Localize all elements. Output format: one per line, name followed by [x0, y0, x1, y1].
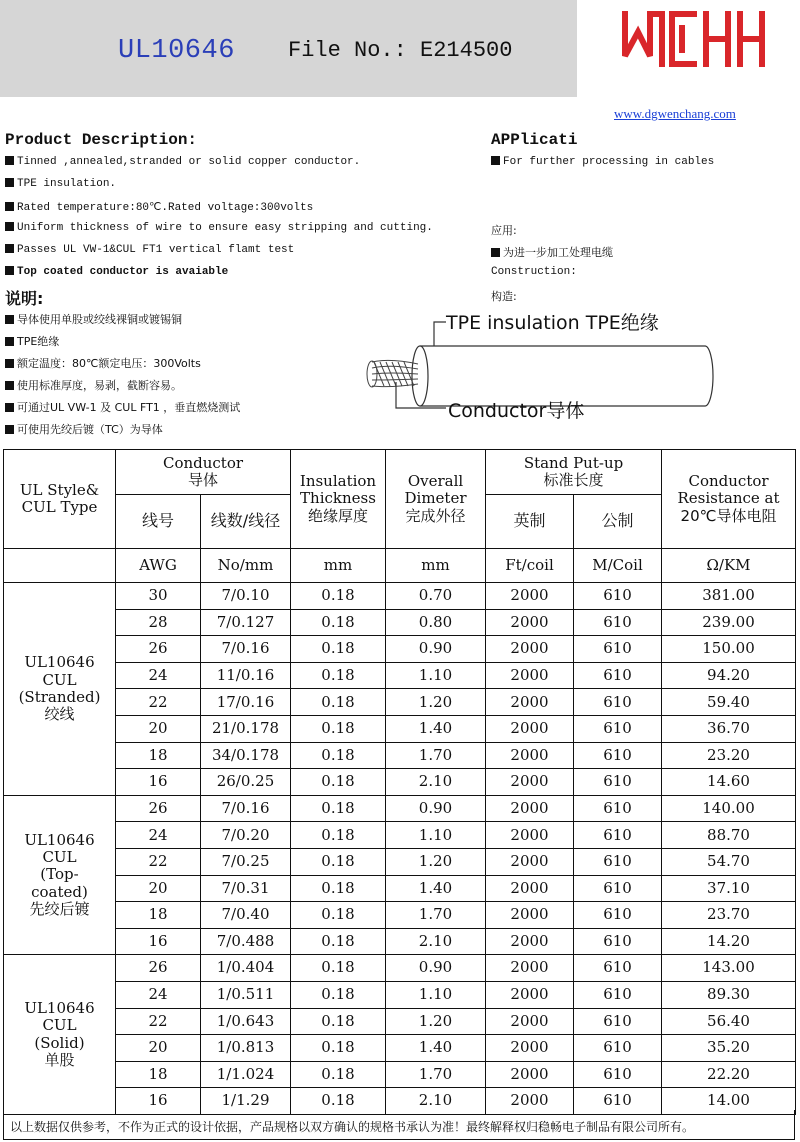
- table-cell: 26: [116, 636, 201, 663]
- table-row: [4, 1061, 796, 1088]
- group-label: [4, 583, 116, 796]
- description-cn-item: TPE绝缘: [5, 333, 59, 349]
- table-cell: 22: [116, 1008, 201, 1035]
- table-cell: 0.80: [386, 609, 486, 636]
- table-cell: 2.10: [386, 928, 486, 955]
- bullet-square-icon: [5, 222, 14, 231]
- group-label-line: UL10646: [24, 999, 95, 1018]
- table-cell: 1/0.643: [201, 1008, 291, 1035]
- table-cell: 610: [574, 1035, 662, 1062]
- col-header-gauge: 线号: [116, 495, 201, 549]
- table-cell: 16: [116, 769, 201, 796]
- bullet-square-icon: [5, 178, 14, 187]
- construction-label: Construction:: [491, 266, 577, 278]
- group-label: [4, 795, 116, 955]
- table-cell: 143.00: [662, 955, 796, 982]
- table-cell: 0.18: [291, 1035, 386, 1062]
- table-cell: 610: [574, 1088, 662, 1115]
- table-cell: 2000: [486, 902, 574, 929]
- table-cell: 1/0.813: [201, 1035, 291, 1062]
- bullet-square-icon: [5, 425, 14, 434]
- table-cell: 610: [574, 981, 662, 1008]
- unit-cell: Ω/KM: [662, 549, 796, 583]
- description-cn-item: 可通过UL VW-1 及 CUL FT1 ，垂直燃烧测试: [5, 399, 240, 415]
- footer-disclaimer: 以上数据仅供参考，不作为正式的设计依据，产品规格以双方确认的规格书承认为准！最终解释权归稳畅电子制品有限公司所有。: [3, 1110, 795, 1140]
- table-cell: 14.20: [662, 928, 796, 955]
- table-cell: 2000: [486, 715, 574, 742]
- table-cell: 7/0.488: [201, 928, 291, 955]
- group-label-line: (Top-: [40, 865, 79, 884]
- table-cell: 0.18: [291, 742, 386, 769]
- application-cn-item: 为进一步加工处理电缆: [491, 244, 613, 260]
- table-row: [4, 689, 796, 716]
- bullet-square-icon: [5, 359, 14, 368]
- table-cell: 0.18: [291, 689, 386, 716]
- table-cell: 36.70: [662, 715, 796, 742]
- bullet-square-icon: [5, 244, 14, 253]
- description-cn-item: 导体使用单股或绞线裸铜或镀锡铜: [5, 311, 182, 327]
- table-cell: 26/0.25: [201, 769, 291, 796]
- table-cell: 1.70: [386, 742, 486, 769]
- table-cell: 610: [574, 609, 662, 636]
- table-cell: 2000: [486, 742, 574, 769]
- table-cell: 59.40: [662, 689, 796, 716]
- table-cell: 0.18: [291, 1061, 386, 1088]
- conductor-label: Conductor导体: [448, 400, 585, 422]
- table-cell: 610: [574, 715, 662, 742]
- bullet-square-icon: [5, 381, 14, 390]
- table-row: [4, 609, 796, 636]
- table-cell: 0.18: [291, 609, 386, 636]
- product-description-title: Product Description:: [5, 131, 198, 149]
- unit-cell: Ft/coil: [486, 549, 574, 583]
- table-cell: 610: [574, 742, 662, 769]
- table-cell: 0.70: [386, 583, 486, 610]
- table-row: [4, 742, 796, 769]
- table-cell: 2000: [486, 689, 574, 716]
- table-cell: 7/0.127: [201, 609, 291, 636]
- product-item: Passes UL VW-1&CUL FT1 vertical flamt test: [5, 244, 294, 256]
- table-cell: 23.20: [662, 742, 796, 769]
- table-cell: 1.10: [386, 981, 486, 1008]
- table-row: [4, 928, 796, 955]
- table-cell: 1.20: [386, 689, 486, 716]
- table-cell: 30: [116, 583, 201, 610]
- bullet-square-icon: [5, 337, 14, 346]
- application-item: For further processing in cables: [491, 156, 714, 168]
- group-label-line: (Solid): [34, 1033, 85, 1052]
- table-cell: 14.00: [662, 1088, 796, 1115]
- description-cn-item: 可使用先绞后镀（TC）为导体: [5, 421, 163, 437]
- group-label: [4, 955, 116, 1115]
- table-cell: 2000: [486, 795, 574, 822]
- bullet-square-icon: [491, 248, 500, 257]
- col-header-conductor: Conductor 导体: [116, 450, 291, 495]
- group-label-line: coated): [31, 882, 88, 901]
- table-cell: 23.70: [662, 902, 796, 929]
- product-item: Uniform thickness of wire to ensure easy stripping and cutting.: [5, 222, 433, 234]
- bullet-square-icon: [5, 315, 14, 324]
- table-cell: 0.18: [291, 795, 386, 822]
- table-cell: 2000: [486, 928, 574, 955]
- spec-table: [3, 449, 796, 1115]
- unit-cell: mm: [291, 549, 386, 583]
- table-cell: 2000: [486, 769, 574, 796]
- construction-cn-label: 构造:: [491, 290, 517, 303]
- table-cell: 88.70: [662, 822, 796, 849]
- table-cell: 89.30: [662, 981, 796, 1008]
- description-cn-item: 额定温度：80℃额定电压：300Volts: [5, 355, 201, 371]
- table-row: [4, 583, 796, 610]
- table-cell: 1.70: [386, 1061, 486, 1088]
- insulation-leader-line: [434, 322, 446, 346]
- unit-cell: mm: [386, 549, 486, 583]
- group-label-line: 单股: [44, 1050, 75, 1069]
- table-cell: 2000: [486, 848, 574, 875]
- table-cell: 0.90: [386, 955, 486, 982]
- col-header-putup: Stand Put-up 标准长度: [486, 450, 662, 495]
- table-cell: 140.00: [662, 795, 796, 822]
- unit-cell: AWG: [116, 549, 201, 583]
- table-cell: 1.20: [386, 1008, 486, 1035]
- table-cell: 17/0.16: [201, 689, 291, 716]
- table-cell: 610: [574, 662, 662, 689]
- group-label-line: CUL: [42, 670, 77, 689]
- model-title: UL10646: [118, 36, 235, 66]
- table-cell: 610: [574, 902, 662, 929]
- table-cell: 0.90: [386, 636, 486, 663]
- table-cell: 18: [116, 1061, 201, 1088]
- table-row: [4, 715, 796, 742]
- table-cell: 0.18: [291, 955, 386, 982]
- table-cell: 16: [116, 1088, 201, 1115]
- table-cell: 610: [574, 1008, 662, 1035]
- bullet-square-icon: [5, 202, 14, 211]
- table-cell: 24: [116, 981, 201, 1008]
- description-cn-title: 说明:: [5, 289, 44, 308]
- table-cell: 24: [116, 822, 201, 849]
- bullet-square-icon: [5, 403, 14, 412]
- table-cell: 239.00: [662, 609, 796, 636]
- insulation-label: TPE insulation TPE绝缘: [446, 312, 659, 334]
- table-cell: 7/0.25: [201, 848, 291, 875]
- table-cell: 26: [116, 955, 201, 982]
- table-cell: 0.18: [291, 848, 386, 875]
- unit-cell: No/mm: [201, 549, 291, 583]
- table-cell: 28: [116, 609, 201, 636]
- table-cell: 2000: [486, 662, 574, 689]
- table-cell: 18: [116, 902, 201, 929]
- col-header-insulation: Insulation Thickness 绝缘厚度: [291, 450, 386, 549]
- table-cell: 1.70: [386, 902, 486, 929]
- bullet-square-icon: [5, 266, 14, 275]
- units-blank: [4, 549, 116, 583]
- product-item: Tinned ,annealed,stranded or solid copper conductor.: [5, 156, 360, 168]
- table-row: [4, 1008, 796, 1035]
- table-cell: 7/0.40: [201, 902, 291, 929]
- table-cell: 1.10: [386, 662, 486, 689]
- table-cell: 34/0.178: [201, 742, 291, 769]
- bullet-square-icon: [5, 156, 14, 165]
- file-number: File No.: E214500: [288, 38, 513, 63]
- table-cell: 2000: [486, 1008, 574, 1035]
- website-link[interactable]: www.dgwenchang.com: [614, 106, 736, 121]
- table-cell: 2000: [486, 1035, 574, 1062]
- table-row: [4, 1035, 796, 1062]
- group-label-line: (Stranded): [18, 687, 101, 706]
- table-cell: 7/0.16: [201, 636, 291, 663]
- table-cell: 2.10: [386, 1088, 486, 1115]
- table-cell: 1.40: [386, 875, 486, 902]
- table-cell: 381.00: [662, 583, 796, 610]
- table-cell: 22: [116, 689, 201, 716]
- col-header-ft: 英制: [486, 495, 574, 549]
- table-cell: 610: [574, 1061, 662, 1088]
- table-cell: 7/0.16: [201, 795, 291, 822]
- table-cell: 2000: [486, 981, 574, 1008]
- table-cell: 0.18: [291, 662, 386, 689]
- col-header-od: Overall Dimeter 完成外径: [386, 450, 486, 549]
- group-label-line: 先绞后镀: [29, 899, 90, 918]
- table-row: [4, 822, 796, 849]
- table-cell: 0.18: [291, 902, 386, 929]
- table-cell: 0.18: [291, 636, 386, 663]
- table-cell: 35.20: [662, 1035, 796, 1062]
- description-cn-item: 使用标准厚度，易剥，截断容易。: [5, 377, 182, 393]
- table-cell: 150.00: [662, 636, 796, 663]
- table-cell: 20: [116, 1035, 201, 1062]
- table-row: [4, 795, 796, 822]
- table-cell: 2000: [486, 636, 574, 663]
- table-cell: 1/0.404: [201, 955, 291, 982]
- table-row: [4, 981, 796, 1008]
- group-label-line: UL10646: [24, 830, 95, 849]
- table-cell: 56.40: [662, 1008, 796, 1035]
- table-cell: 2000: [486, 955, 574, 982]
- table-cell: 2.10: [386, 769, 486, 796]
- table-cell: 0.90: [386, 795, 486, 822]
- table-cell: 1.40: [386, 715, 486, 742]
- table-cell: 7/0.31: [201, 875, 291, 902]
- table-cell: 0.18: [291, 715, 386, 742]
- table-cell: 2000: [486, 1061, 574, 1088]
- table-cell: 0.18: [291, 1088, 386, 1115]
- table-cell: 2000: [486, 1088, 574, 1115]
- product-item: TPE insulation.: [5, 178, 116, 190]
- product-item: Top coated conductor is avaiable: [5, 266, 228, 278]
- col-header-resistance: Conductor Resistance at 20℃导体电阻: [662, 450, 796, 549]
- table-cell: 11/0.16: [201, 662, 291, 689]
- bullet-square-icon: [491, 156, 500, 165]
- table-cell: 610: [574, 928, 662, 955]
- table-cell: 21/0.178: [201, 715, 291, 742]
- table-cell: 18: [116, 742, 201, 769]
- table-cell: 610: [574, 822, 662, 849]
- table-row: [4, 769, 796, 796]
- col-header-style: UL Style& CUL Type: [4, 450, 116, 549]
- group-label-line: UL10646: [24, 653, 95, 672]
- table-cell: 1.40: [386, 1035, 486, 1062]
- table-cell: 26: [116, 795, 201, 822]
- table-cell: 2000: [486, 875, 574, 902]
- group-label-line: 绞线: [44, 705, 75, 724]
- application-cn-title: 应用:: [491, 224, 517, 237]
- table-cell: 610: [574, 875, 662, 902]
- col-header-m: 公制: [574, 495, 662, 549]
- table-cell: 7/0.10: [201, 583, 291, 610]
- table-cell: 22.20: [662, 1061, 796, 1088]
- table-cell: 0.18: [291, 822, 386, 849]
- table-cell: 1.10: [386, 822, 486, 849]
- table-cell: 1/1.024: [201, 1061, 291, 1088]
- unit-cell: M/Coil: [574, 549, 662, 583]
- table-row: [4, 902, 796, 929]
- table-cell: 0.18: [291, 769, 386, 796]
- table-cell: 7/0.20: [201, 822, 291, 849]
- table-row: [4, 955, 796, 982]
- table-cell: 610: [574, 795, 662, 822]
- table-cell: 20: [116, 715, 201, 742]
- table-cell: 610: [574, 955, 662, 982]
- table-cell: 0.18: [291, 875, 386, 902]
- table-cell: 20: [116, 875, 201, 902]
- table-row: [4, 848, 796, 875]
- table-cell: 1/0.511: [201, 981, 291, 1008]
- table-cell: 610: [574, 583, 662, 610]
- conductor-strands-icon: [367, 360, 418, 387]
- table-cell: 610: [574, 769, 662, 796]
- product-item: Rated temperature:80℃.Rated voltage:300volts: [5, 200, 313, 214]
- table-cell: 0.18: [291, 981, 386, 1008]
- table-row: [4, 662, 796, 689]
- application-title: APPlicati: [491, 131, 578, 149]
- table-cell: 2000: [486, 609, 574, 636]
- table-cell: 1/1.29: [201, 1088, 291, 1115]
- table-cell: 2000: [486, 583, 574, 610]
- table-cell: 37.10: [662, 875, 796, 902]
- table-cell: 610: [574, 848, 662, 875]
- table-cell: 610: [574, 636, 662, 663]
- table-cell: 14.60: [662, 769, 796, 796]
- table-cell: 1.20: [386, 848, 486, 875]
- table-cell: 0.18: [291, 1008, 386, 1035]
- table-cell: 22: [116, 848, 201, 875]
- table-row: [4, 875, 796, 902]
- table-cell: 610: [574, 689, 662, 716]
- table-cell: 54.70: [662, 848, 796, 875]
- group-label-line: CUL: [42, 848, 77, 867]
- table-cell: 2000: [486, 822, 574, 849]
- wch-logo-icon: [620, 10, 770, 68]
- group-label-line: CUL: [42, 1016, 77, 1035]
- table-cell: 94.20: [662, 662, 796, 689]
- table-cell: 24: [116, 662, 201, 689]
- table-cell: 16: [116, 928, 201, 955]
- table-row: [4, 636, 796, 663]
- table-cell: 0.18: [291, 583, 386, 610]
- table-cell: 0.18: [291, 928, 386, 955]
- col-header-strand: 线数/线径: [201, 495, 291, 549]
